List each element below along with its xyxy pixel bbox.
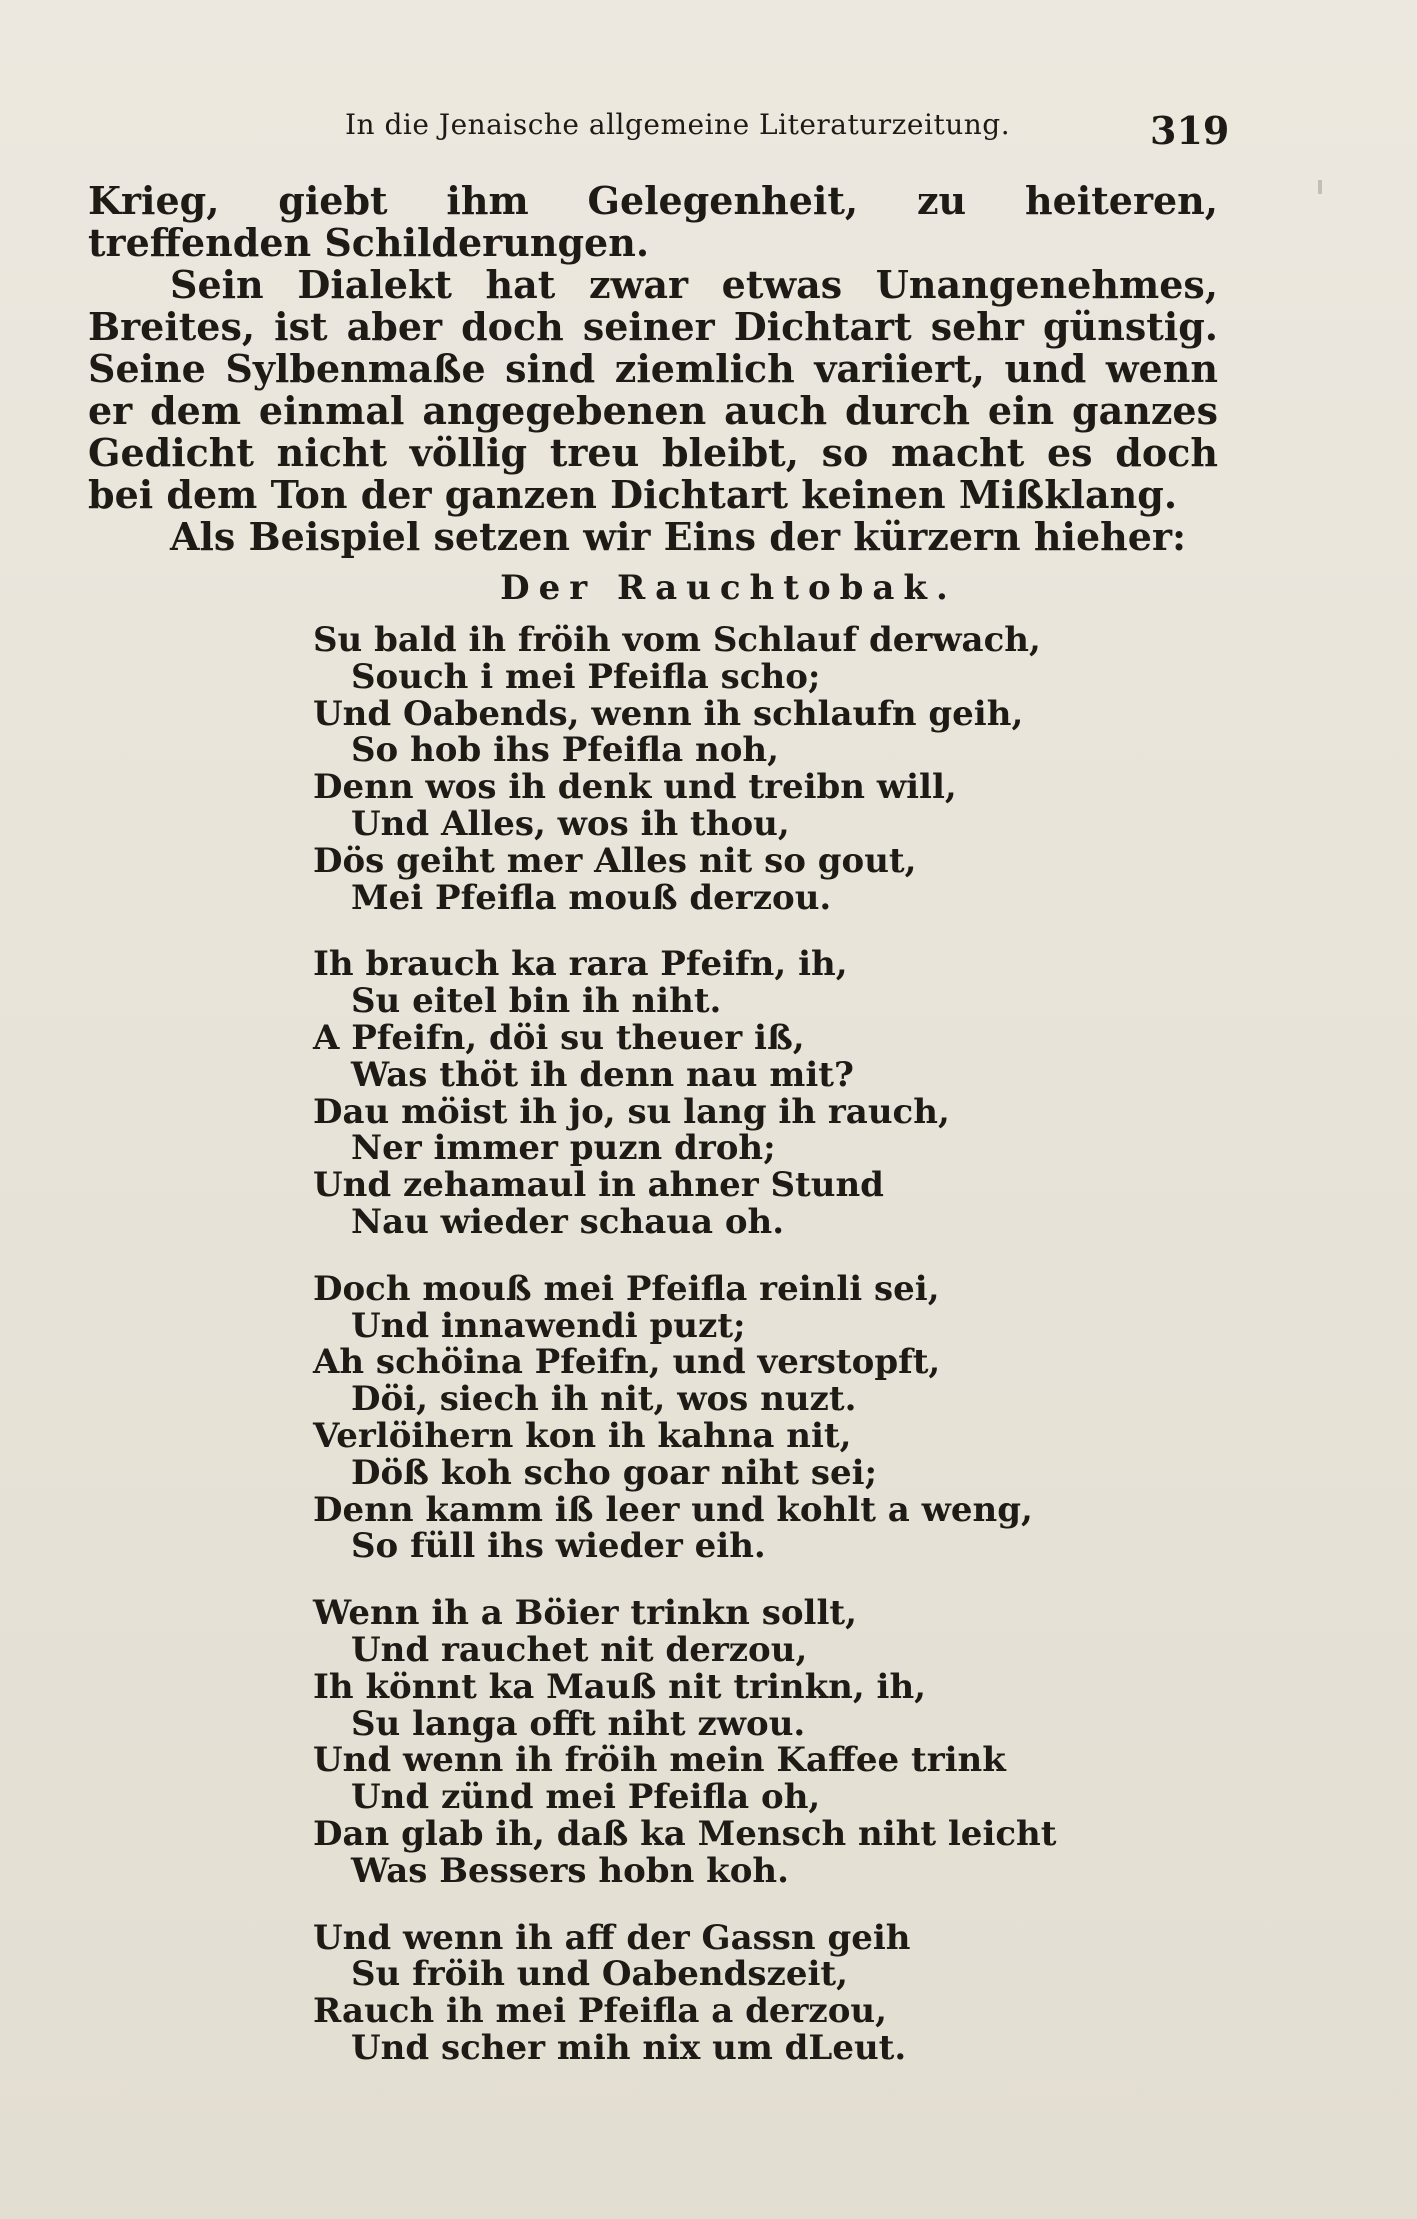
poem-line: Souch i mei Pfeifla scho; xyxy=(351,656,821,697)
poem-line: Su bald ih fröih vom Schlauf derwach, xyxy=(313,620,1041,660)
poem-line: Wenn ih a Böier trinkn sollt, xyxy=(313,1593,857,1634)
poem-line: Verlöihern kon ih kahna nit, xyxy=(313,1415,852,1456)
poem-line: So hob ihs Pfeifla noh, xyxy=(351,730,779,771)
page-number: 319 xyxy=(1150,108,1230,153)
prose-block xyxy=(88,180,1218,558)
poem-line: Und zünd mei Pfeifla oh, xyxy=(351,1777,821,1818)
poem xyxy=(313,622,1173,2097)
poem-line: Su eitel bin ih niht. xyxy=(351,981,722,1022)
poem-line: Dös geiht mer Alles nit so gout, xyxy=(313,840,917,881)
poem-line: Döi, siech ih nit, wos nuzt. xyxy=(351,1379,857,1420)
poem-line: Su langa offt niht zwou. xyxy=(351,1703,806,1744)
poem-line: Und Alles, wos ih thou, xyxy=(351,803,790,844)
poem-line: Und wenn ih fröih mein Kaffee trink xyxy=(313,1740,1006,1781)
stanza-4 xyxy=(313,1595,1173,1889)
poem-line: Nau wieder schaua oh. xyxy=(351,1201,785,1242)
poem-line: Ner immer puzn droh; xyxy=(351,1128,776,1169)
poem-line: Und rauchet nit derzou, xyxy=(351,1629,808,1670)
paragraph-continued: Krieg, giebt ihm Gelegenheit, zu heiteren, treffenden Schilderungen. xyxy=(88,178,1218,265)
poem-line: Mei Pfeifla mouß derzou. xyxy=(351,877,832,918)
poem-line: Was Bessers hobn koh. xyxy=(351,1850,789,1891)
poem-line: Dan glab ih, daß ka Mensch niht leicht xyxy=(313,1813,1057,1854)
poem-line: Rauch ih mei Pfeifla a derzou, xyxy=(313,1991,887,2032)
poem-line: Denn wos ih denk und treibn will, xyxy=(313,767,957,808)
poem-line: Dau möist ih jo, su lang ih rauch, xyxy=(313,1091,950,1132)
margin-mark xyxy=(1318,180,1322,194)
poem-line: Ah schöina Pfeifn, und verstopft, xyxy=(313,1342,941,1383)
poem-line: Und scher mih nix um dLeut. xyxy=(351,2027,907,2068)
stanza-2 xyxy=(313,946,1173,1240)
poem-line: Doch mouß mei Pfeifla reinli sei, xyxy=(313,1268,940,1309)
poem-line: Su fröih und Oabendszeit, xyxy=(351,1954,848,1995)
poem-title: Der Rauchtobak. xyxy=(500,568,957,608)
poem-line: Und innawendi puzt; xyxy=(351,1305,746,1346)
poem-line: Döß koh scho goar niht sei; xyxy=(351,1452,878,1493)
stanza-5 xyxy=(313,1917,1173,2068)
poem-line: Und wenn ih aff der Gassn geih xyxy=(313,1917,911,1958)
poem-line: Was thöt ih denn nau mit? xyxy=(351,1054,854,1095)
poem-line: Und zehamaul in ahner Stund xyxy=(313,1165,884,1206)
poem-line: A Pfeifn, döi su theuer iß, xyxy=(313,1017,805,1058)
poem-line: Und Oabends, wenn ih schlaufn geih, xyxy=(313,693,1024,734)
poem-line: Ih könnt ka Mauß nit trinkn, ih, xyxy=(313,1666,927,1707)
poem-line: So füll ihs wieder eih. xyxy=(351,1526,766,1567)
stanza-3 xyxy=(313,1268,1173,1567)
poem-line: Ih brauch ka rara Pfeifn, ih, xyxy=(313,944,848,985)
running-head: In die Jenaische allgemeine Literaturzeitung. xyxy=(345,108,1011,141)
paragraph-dialect: Sein Dialekt hat zwar etwas Unangenehmes, Breites, ist aber doch seiner Dichtart sehr günstig. Seine Sylbenmaße sind ziemlich variiert, und wenn er dem einmal angegebenen auch durch ein ganzes Gedicht nicht völlig treu bleibt, so macht es doch bei dem Ton der ganzen Dichtart keinen Mißklang. xyxy=(88,262,1218,517)
stanza-1 xyxy=(313,622,1173,916)
paragraph-example-intro: Als Beispiel setzen wir Eins der kürzern hieher: xyxy=(170,514,1186,559)
poem-line: Denn kamm iß leer und kohlt a weng, xyxy=(313,1489,1033,1530)
